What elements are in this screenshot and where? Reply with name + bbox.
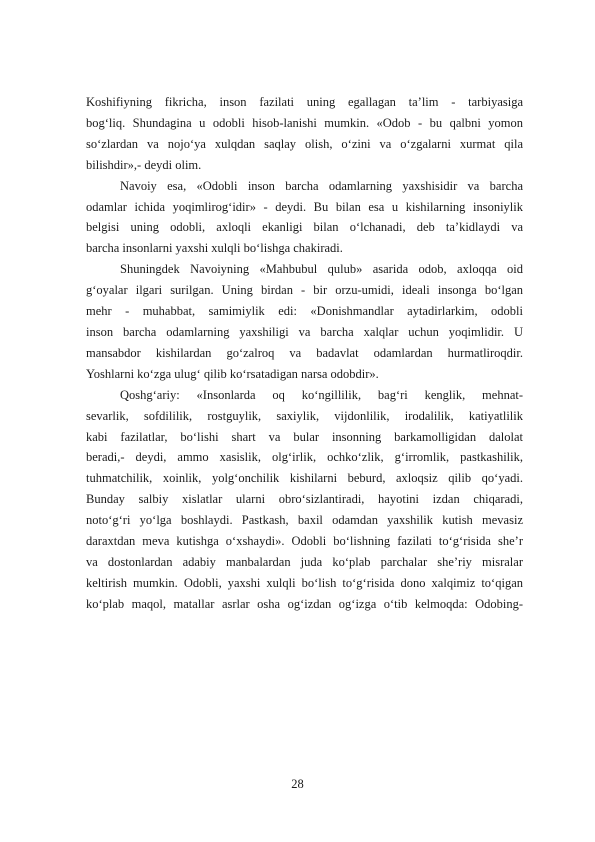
text-line: daraxtdan meva kutishga o‘xshaydi». Odobli bo‘lishning fazilati to‘g‘risida she’r (86, 534, 523, 549)
text-line: tuhmatchilik, xoinlik, yolg‘onchilik kishilarni beburd, axloqsiz qilib qo‘yadi. (86, 471, 523, 486)
text-line: g‘oyalar ilgari surilgan. Uning birdan - bir orzu-umidi, ideali insonga bo‘lgan (86, 283, 523, 298)
paragraph-navoiy (86, 176, 523, 260)
text-line: belgisi uning odobli, axloqli ekanligi bilan o‘lchanadi, deb ta’kidlaydi va (86, 220, 523, 235)
text-line: Qoshg‘ariy: «Insonlarda oq ko‘ngillilik, bag‘ri kenglik, mehnat- (120, 387, 523, 402)
document-body (86, 92, 523, 615)
text-line: ko‘plab maqol, matallar asrlar osha og‘izdan og‘izga o‘tib kelmoqda: Odobing- (86, 596, 523, 611)
paragraph-qoshgariy (86, 385, 523, 615)
text-line: Navoiy esa, «Odobli inson barcha odamlarning yaxshisidir va barcha (120, 178, 523, 193)
text-line: va dostonlardan adabiy manbalardan juda ko‘plab parchalar she’riy misralar (86, 554, 523, 569)
text-line: noto‘g‘ri yo‘lga boshlaydi. Pastkash, baxil odamdan yaxshilik kutish mevasiz (86, 513, 523, 528)
text-line: mehr - muhabbat, samimiylik edi: «Donishmandlar aytadirlarkim, odobli (86, 304, 523, 319)
text-line: Koshifiyning fikricha, inson fazilati uning egallagan ta’lim - tarbiyasiga (86, 95, 523, 109)
text-line: so‘zlardan va nojo‘ya xulqdan saqlay olish, o‘zini va o‘zgalarni xurmat qila (86, 136, 523, 151)
text-line: kabi fazilatlar, bo‘lishi shart va bular insonning barkamolligidan dalolat (86, 429, 523, 444)
text-line: bog‘liq. Shundagina u odobli hisob-lanishi mumkin. «Odob - bu qalbni yomon (86, 115, 523, 130)
paragraph-mahbubul-qulub (86, 259, 523, 384)
text-line: mansabdor kishilardan go‘zalroq va badavlat odamlardan hurmatliroqdir. (86, 345, 523, 360)
text-line: Shuningdek Navoiyning «Mahbubul qulub» asarida odob, axloqqa oid (120, 262, 523, 277)
text-line: inson barcha odamlarning yaxshiligi va barcha xalqlar uchun yoqimlidir. U (86, 324, 523, 339)
page-number: 28 (291, 777, 304, 791)
text-line: sevarlik, sofdililik, rostguylik, saxiylik, vijdonlilik, irodalilik, katiyatlilik (86, 408, 523, 423)
text-line: bilishdir»,- deydi olim. (86, 157, 202, 172)
text-line: odamlar ichida yoqimlirog‘idir» - deydi. Bu bilan esa u kishilarning insoniylik (86, 199, 523, 214)
text-line: keltirish mumkin. Odobli, yaxshi xulqli bo‘lish to‘g‘risida dono xalqimiz to‘qigan (86, 575, 523, 590)
paragraph-koshifiy (86, 92, 523, 176)
text-line: beradi,- deydi, ammo xasislik, olg‘irlik, ochko‘zlik, g‘irromlik, pastkashilik, (86, 450, 523, 465)
text-line: Yoshlarni ko‘zga ulug‘ qilib ko‘rsatadigan narsa odobdir». (86, 366, 379, 381)
text-line: Bunday salbiy xislatlar ularni obro‘sizlantiradi, hayotini izdan chiqaradi, (86, 492, 523, 507)
text-line: barcha insonlarni yaxshi xulqli bo‘lishga chakiradi. (86, 241, 343, 256)
